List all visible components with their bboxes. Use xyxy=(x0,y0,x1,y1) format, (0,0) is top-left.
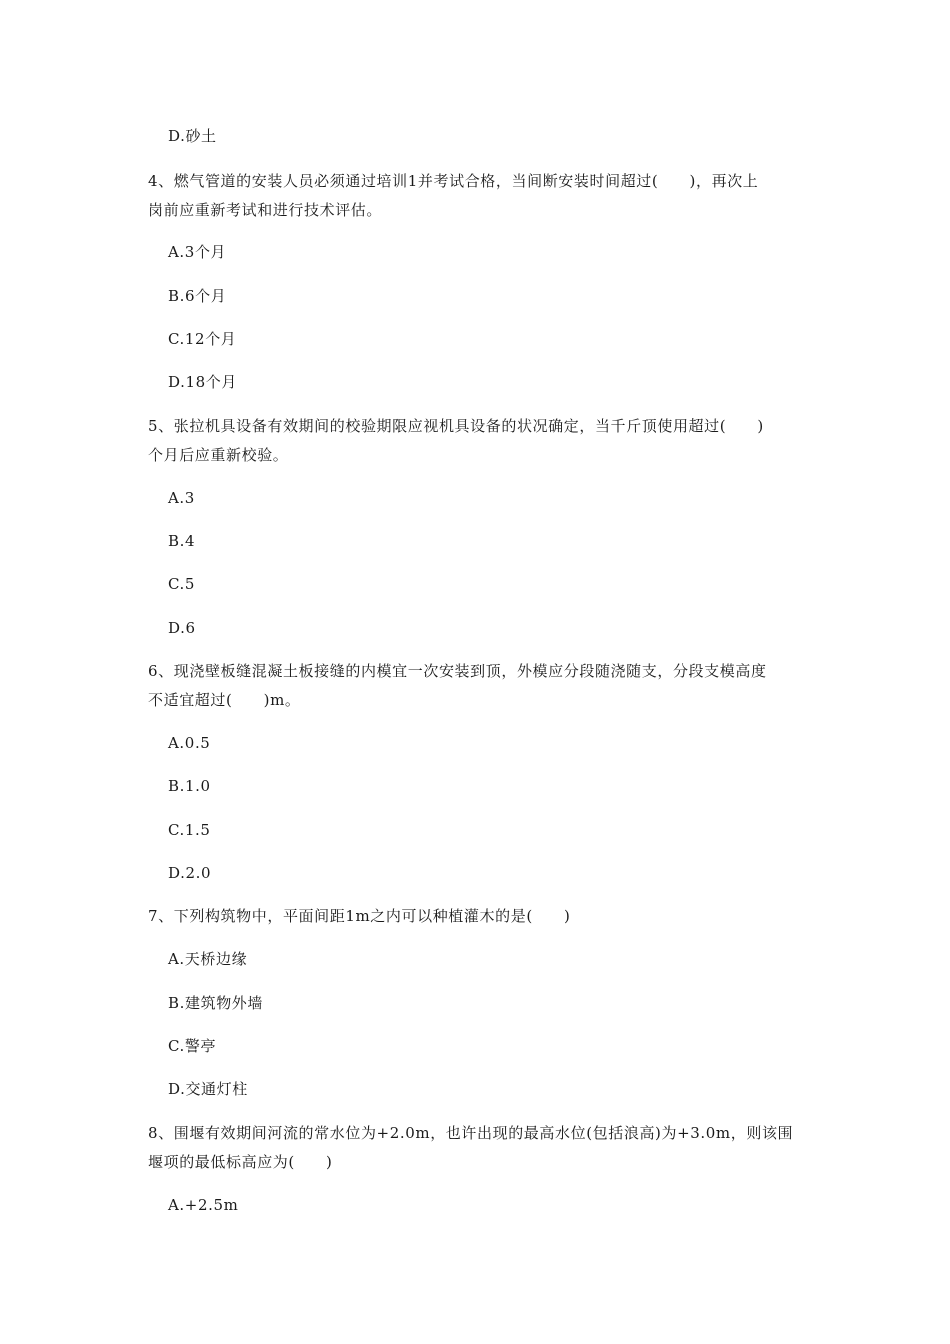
q5-option-b: B.4 xyxy=(168,532,196,550)
q5-stem-line1: 5、张拉机具设备有效期间的校验期限应视机具设备的状况确定，当千斤顶使用超过( ) xyxy=(148,417,764,435)
q5-option-d: D.6 xyxy=(168,619,196,637)
q6-option-b: B.1.0 xyxy=(168,777,211,795)
q4-option-c: C.12个月 xyxy=(168,330,237,348)
q5-option-a: A.3 xyxy=(168,489,195,507)
q5-option-c: C.5 xyxy=(168,575,196,593)
q3-option-d: D.砂土 xyxy=(168,127,217,145)
q4-option-a: A.3个月 xyxy=(168,243,227,261)
q6-stem-line1: 6、现浇壁板缝混凝土板接缝的内模宜一次安装到顶，外模应分段随浇随支，分段支模高度 xyxy=(148,662,767,680)
q7-option-b: B.建筑物外墙 xyxy=(168,994,263,1012)
q7-option-c: C.警亭 xyxy=(168,1037,217,1055)
q7-stem-line1: 7、下列构筑物中，平面间距1m之内可以种植灌木的是( ) xyxy=(148,907,571,925)
q8-option-a: A.+2.5m xyxy=(168,1196,239,1214)
q6-option-a: A.0.5 xyxy=(168,734,211,752)
q7-option-d: D.交通灯柱 xyxy=(168,1080,248,1098)
q8-stem-line2: 堰项的最低标高应为( ) xyxy=(148,1153,333,1171)
q5-stem-line2: 个月后应重新校验。 xyxy=(148,446,289,464)
q6-stem-line2: 不适宜超过( )m。 xyxy=(148,691,301,709)
q6-option-d: D.2.0 xyxy=(168,864,212,882)
q8-stem-line1: 8、围堰有效期间河流的常水位为+2.0m，也许出现的最高水位(包括浪高)为+3.0m，则该围 xyxy=(148,1124,794,1142)
q4-option-d: D.18个月 xyxy=(168,373,237,391)
q4-stem-line1: 4、燃气管道的安装人员必须通过培训1并考试合格，当间断安装时间超过( )，再次上 xyxy=(148,172,759,190)
q4-stem-line2: 岗前应重新考试和进行技术评估。 xyxy=(148,201,383,219)
q4-option-b: B.6个月 xyxy=(168,287,227,305)
q6-option-c: C.1.5 xyxy=(168,821,211,839)
q7-option-a: A.天桥边缘 xyxy=(168,950,248,968)
